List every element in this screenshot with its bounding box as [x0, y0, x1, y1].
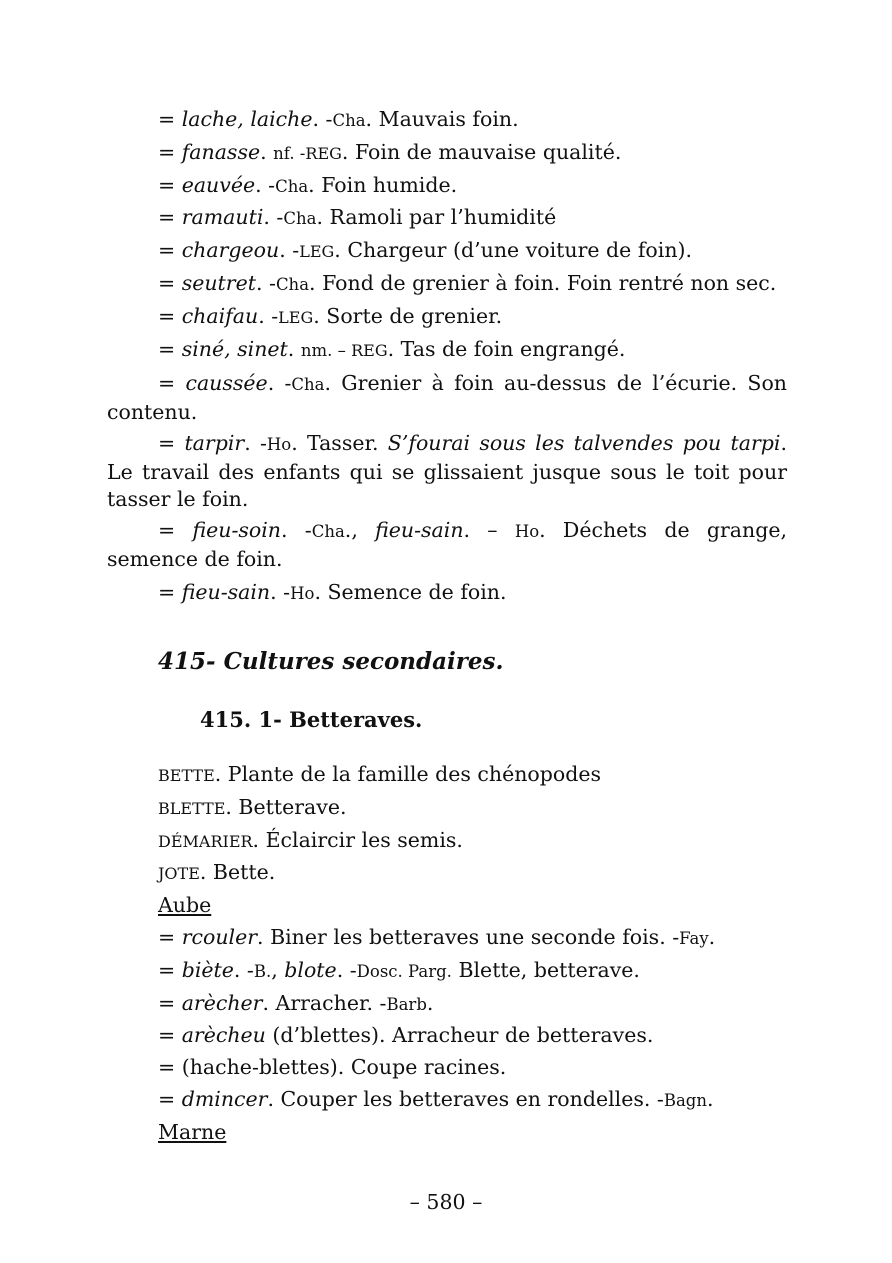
- definition-line: JOTE. Bette.: [158, 860, 276, 885]
- dialect-word: seutret: [181, 270, 256, 295]
- entry-line: = (hache-blettes). Coupe racines.: [158, 1055, 507, 1080]
- entry-list-beets: [158, 759, 787, 1149]
- entry-paragraph: = fieu-soin. -Cha., fieu-sain. – Ho. Déchets de grange, semence de foin.: [107, 518, 787, 571]
- dialect-word: biète: [181, 957, 234, 982]
- region-label-marne: Marne: [158, 1119, 227, 1144]
- entry-line: = arècher. Arracher. -Barb.: [158, 990, 434, 1015]
- entry-line: = fanasse. nf. -REG. Foin de mauvaise qualité.: [158, 139, 622, 164]
- entry-line: = chaifau. -LEG. Sorte de grenier.: [158, 303, 503, 328]
- dialect-word: siné, sinet: [181, 336, 288, 361]
- dialect-word: arècheu: [181, 1023, 266, 1048]
- region-label-aube: Aube: [158, 893, 212, 918]
- dialect-word: dmincer: [181, 1086, 268, 1111]
- definition-line: BLETTE. Betterave.: [158, 794, 347, 819]
- entry-paragraph: = caussée. -Cha. Grenier à foin au-dessus de l’écurie. Son contenu.: [107, 371, 787, 424]
- dialect-word: arècher: [181, 990, 263, 1015]
- dialect-word: caussée: [185, 371, 268, 396]
- dialect-word: fieu-sain: [375, 518, 464, 543]
- example-sentence: S’fourai sous les talvendes pou tarpi: [387, 431, 781, 456]
- page-body: [107, 104, 787, 610]
- entry-line: = seutret. -Cha. Fond de grenier à foin. Foin rentré non sec.: [158, 270, 777, 295]
- entry-line: = biète. -B., blote. -Dosc. Parg. Blette, betterave.: [158, 957, 640, 982]
- entry-line: = rcouler. Biner les betteraves une seconde fois. -Fay.: [158, 924, 716, 949]
- dialect-word: rcouler: [181, 924, 258, 949]
- dialect-word: eauvée: [181, 172, 256, 197]
- page-number: – 580 –: [409, 1190, 483, 1214]
- dialect-word: fieu-sain: [181, 580, 271, 605]
- entry-list-hay: [107, 104, 787, 610]
- subsection-heading: 415. 1- Betteraves.: [200, 707, 423, 732]
- dialect-word: blote: [284, 957, 337, 982]
- entry-paragraph: = tarpir. -Ho. Tasser. S’fourai sous les talvendes pou tarpi. Le travail des enfants qui se glissaient jusque sous le toit pour tasser le foin.: [107, 431, 787, 511]
- dialect-word: tarpir: [184, 431, 245, 456]
- entry-line: = siné, sinet. nm. – REG. Tas de foin engrangé.: [158, 336, 626, 361]
- entry-line: = arècheu (d’blettes). Arracheur de betteraves.: [158, 1023, 654, 1048]
- dialect-word: fanasse: [181, 139, 261, 164]
- dialect-word: chaifau: [181, 303, 259, 328]
- dialect-word: ramauti: [181, 205, 264, 230]
- definition-line: BETTE. Plante de la famille des chénopodes: [158, 762, 601, 786]
- entry-line: = fieu-sain. -Ho. Semence de foin.: [158, 580, 507, 605]
- entry-line: = chargeou. -LEG. Chargeur (d’une voiture de foin).: [158, 238, 693, 263]
- dialect-word: chargeou: [181, 238, 280, 263]
- entry-line: = lache, laiche. -Cha. Mauvais foin.: [158, 107, 519, 131]
- entry-line: = dmincer. Couper les betteraves en rondelles. -Bagn.: [158, 1086, 714, 1111]
- definition-line: DÉMARIER. Éclaircir les semis.: [158, 827, 463, 852]
- entry-line: = eauvée. -Cha. Foin humide.: [158, 172, 458, 197]
- dialect-word: lache, laiche: [181, 107, 313, 131]
- entry-line: = ramauti. -Cha. Ramoli par l’humidité: [158, 205, 557, 230]
- dialect-word: fieu-soin: [192, 518, 281, 543]
- section-heading: 415- Cultures secondaires.: [158, 648, 504, 675]
